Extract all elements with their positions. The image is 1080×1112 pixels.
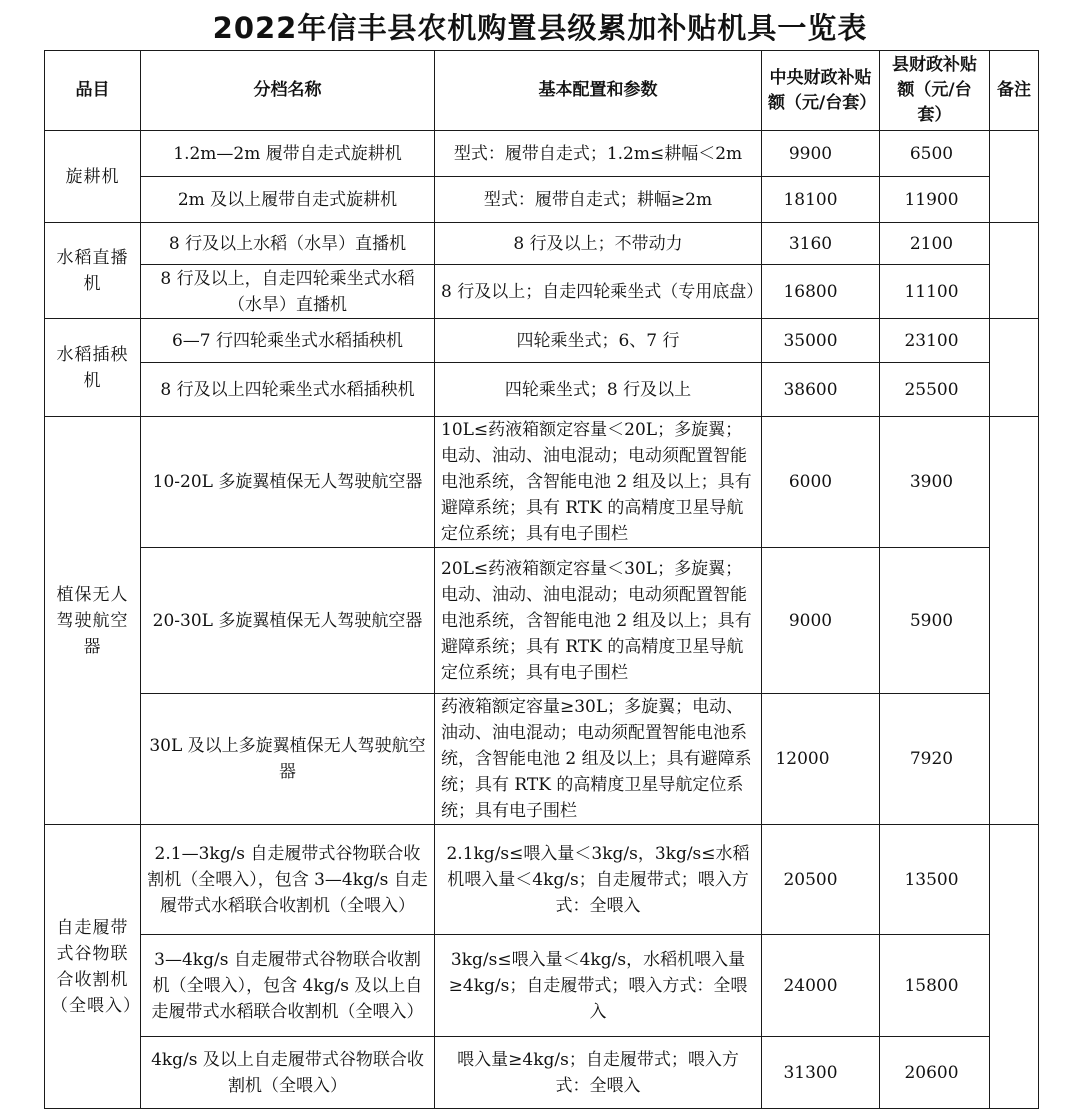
county-subsidy-cell: 5900	[880, 548, 990, 694]
subsidy-table	[44, 50, 1039, 1109]
config-cell: 喂入量≥4kg/s；自走履带式；喂入方式：全喂入	[435, 1037, 762, 1109]
tier-cell: 1.2m—2m 履带自走式旋耕机	[141, 131, 435, 177]
county-subsidy-cell: 13500	[880, 825, 990, 935]
county-subsidy-cell: 7920	[880, 694, 990, 825]
tier-cell: 8 行及以上水稻（水旱）直播机	[141, 223, 435, 265]
note-cell	[990, 417, 1039, 825]
tier-cell: 8 行及以上，自走四轮乘坐式水稻（水旱）直播机	[141, 265, 435, 319]
central-subsidy-cell: 12000	[762, 694, 880, 825]
county-subsidy-cell: 15800	[880, 935, 990, 1037]
category-cell: 植保无人驾驶航空器	[45, 417, 141, 825]
header-item: 品目	[45, 51, 141, 131]
tier-cell: 10-20L 多旋翼植保无人驾驶航空器	[141, 417, 435, 548]
table-row	[45, 319, 1039, 363]
header-central: 中央财政补贴额（元/台套）	[762, 51, 880, 131]
table-row	[45, 131, 1039, 177]
central-subsidy-cell: 18100	[762, 177, 880, 223]
category-cell: 水稻插秧机	[45, 319, 141, 417]
page-title: 2022年信丰县农机购置县级累加补贴机具一览表	[212, 11, 868, 45]
category-cell: 自走履带式谷物联合收割机（全喂入）	[45, 825, 141, 1109]
tier-cell: 20-30L 多旋翼植保无人驾驶航空器	[141, 548, 435, 694]
county-subsidy-cell: 25500	[880, 363, 990, 417]
county-subsidy-cell: 20600	[880, 1037, 990, 1109]
config-cell: 药液箱额定容量≥30L；多旋翼；电动、油动、油电混动；电动须配置智能电池系统，含智能电池 2 组及以上；具有避障系统；具有 RTK 的高精度卫星导航定位系统；具有电子围栏	[435, 694, 762, 825]
config-cell: 3kg/s≤喂入量＜4kg/s，水稻机喂入量≥4kg/s；自走履带式；喂入方式：全喂入	[435, 935, 762, 1037]
table-row	[45, 363, 1039, 417]
config-cell: 10L≤药液箱额定容量＜20L；多旋翼；电动、油动、油电混动；电动须配置智能电池系统，含智能电池 2 组及以上；具有避障系统；具有 RTK 的高精度卫星导航定位系统；具有电子围栏	[435, 417, 762, 548]
table-row	[45, 825, 1039, 935]
note-cell	[990, 825, 1039, 1109]
config-cell: 2.1kg/s≤喂入量＜3kg/s，3kg/s≤水稻机喂入量＜4kg/s；自走履带式；喂入方式：全喂入	[435, 825, 762, 935]
table-row	[45, 694, 1039, 825]
config-cell: 型式：履带自走式；1.2m≤耕幅＜2m	[435, 131, 762, 177]
category-cell: 旋耕机	[45, 131, 141, 223]
county-subsidy-cell: 23100	[880, 319, 990, 363]
config-cell: 8 行及以上；不带动力	[435, 223, 762, 265]
table-row	[45, 223, 1039, 265]
header-row	[45, 51, 1039, 131]
county-subsidy-cell: 6500	[880, 131, 990, 177]
table-row	[45, 417, 1039, 548]
tier-cell: 2.1—3kg/s 自走履带式谷物联合收割机（全喂入），包含 3—4kg/s 自走履带式水稻联合收割机（全喂入）	[141, 825, 435, 935]
central-subsidy-cell: 35000	[762, 319, 880, 363]
header-tier: 分档名称	[141, 51, 435, 131]
central-subsidy-cell: 38600	[762, 363, 880, 417]
central-subsidy-cell: 3160	[762, 223, 880, 265]
header-config: 基本配置和参数	[435, 51, 762, 131]
central-subsidy-cell: 9900	[762, 131, 880, 177]
central-subsidy-cell: 31300	[762, 1037, 880, 1109]
config-cell: 四轮乘坐式；6、7 行	[435, 319, 762, 363]
tier-cell: 3—4kg/s 自走履带式谷物联合收割机（全喂入），包含 4kg/s 及以上自走履带式水稻联合收割机（全喂入）	[141, 935, 435, 1037]
header-county: 县财政补贴额（元/台套）	[880, 51, 990, 131]
county-subsidy-cell: 3900	[880, 417, 990, 548]
central-subsidy-cell: 20500	[762, 825, 880, 935]
config-cell: 20L≤药液箱额定容量＜30L；多旋翼；电动、油动、油电混动；电动须配置智能电池系统，含智能电池 2 组及以上；具有避障系统；具有 RTK 的高精度卫星导航定位系统；具有电子围栏	[435, 548, 762, 694]
header-note: 备注	[990, 51, 1039, 131]
county-subsidy-cell: 11100	[880, 265, 990, 319]
tier-cell: 6—7 行四轮乘坐式水稻插秧机	[141, 319, 435, 363]
table-row	[45, 548, 1039, 694]
central-subsidy-cell: 24000	[762, 935, 880, 1037]
config-cell: 四轮乘坐式；8 行及以上	[435, 363, 762, 417]
note-cell	[990, 131, 1039, 223]
tier-cell: 8 行及以上四轮乘坐式水稻插秧机	[141, 363, 435, 417]
table-row	[45, 177, 1039, 223]
table-row	[45, 1037, 1039, 1109]
table-row	[45, 265, 1039, 319]
central-subsidy-cell: 16800	[762, 265, 880, 319]
category-cell: 水稻直播机	[45, 223, 141, 319]
note-cell	[990, 223, 1039, 319]
table-row	[45, 935, 1039, 1037]
config-cell: 8 行及以上；自走四轮乘坐式（专用底盘）	[435, 265, 762, 319]
config-cell: 型式：履带自走式；耕幅≥2m	[435, 177, 762, 223]
tier-cell: 4kg/s 及以上自走履带式谷物联合收割机（全喂入）	[141, 1037, 435, 1109]
central-subsidy-cell: 6000	[762, 417, 880, 548]
county-subsidy-cell: 11900	[880, 177, 990, 223]
central-subsidy-cell: 9000	[762, 548, 880, 694]
tier-cell: 2m 及以上履带自走式旋耕机	[141, 177, 435, 223]
tier-cell: 30L 及以上多旋翼植保无人驾驶航空器	[141, 694, 435, 825]
county-subsidy-cell: 2100	[880, 223, 990, 265]
note-cell	[990, 319, 1039, 417]
